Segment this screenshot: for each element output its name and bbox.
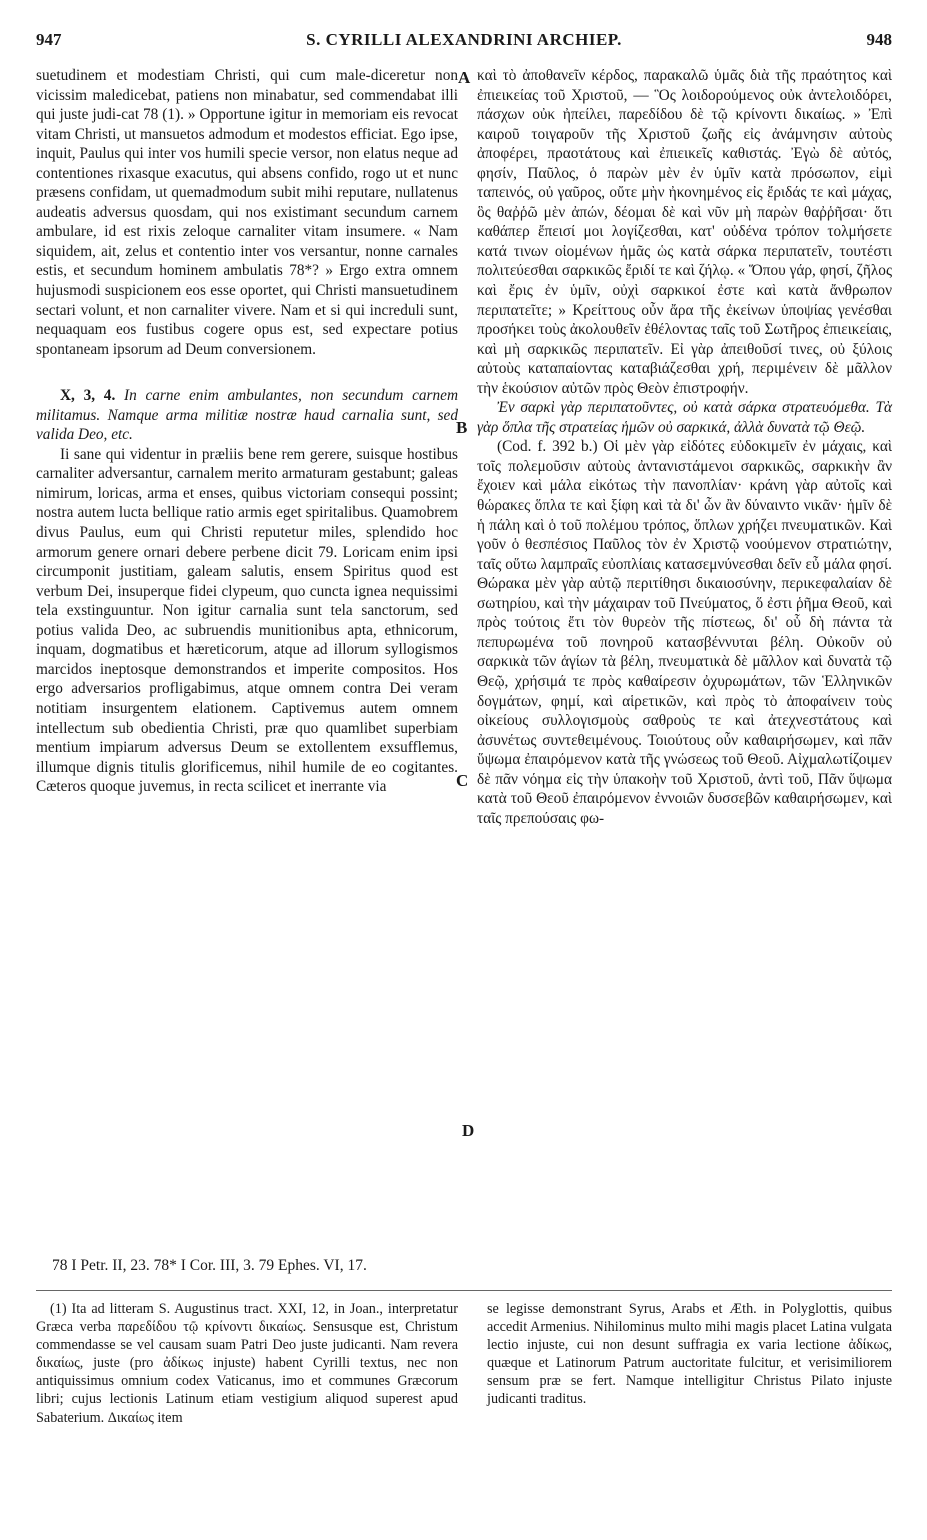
running-title: S. CYRILLI ALEXANDRINI ARCHIEP. [306, 30, 622, 49]
latin-paragraph-1: suetudinem et modestiam Christi, qui cum male-diceretur non vicissim maledicebat, patiens non minabatur, sed commendabat illi qui juste judi-cat 78 (1). » Opportune igitur in memoriam eis revocat vitam Christi, ut mansuetos admodum et modestos efficiat. Ego ipse, inquit, Paulus qui inter vos humili specie versor, non elatus neque ad contentiones rixasque exacutus, qui absens confido, rogo ut et nunc præsens confidam, ut quemadmodum subit mihi reputare, nullatenus audeatis adversus quosdam, qui nos existimant secundum carnem ambulare, id est rixis zeloque carnaliter vitam insumere. « Nam siquidem, ait, zelus et contentio inter vos versantur, nonne carnales estis, et secundum hominem ambulatis 78*? » Ergo extra omnem hujusmodi suspicionem eos esse oportet, qui Christi mansuetudinem sectari volunt, et non carnaliter vivere. Nam et si qui increduli sunt, nequaquam eos fustibus cogere opus est, sed expectare potius spontaneam ipsorum ad Deum conversionem. [36, 67, 458, 358]
page-number-left: 947 [36, 30, 62, 49]
margin-marker-a: A [458, 68, 471, 87]
footnote-divider [36, 1290, 892, 1291]
page-number-right: 948 [866, 30, 892, 49]
footnote-1-text: (1) Ita ad litteram S. Augustinus tract. XXI, 12, in Joan., interpretatur Græca verba παρεδίδου τῷ κρίνοντι δικαίως. Sensusque est, Christum commendasse se vel causam suam Patri Deo juste judicanti. Nam revera δικαίως, juste (pro ἀδίκως injuste) habent Cyrilli textus, nec non antiquissimus omnium codex Vaticanus, imo et communes Græcorum libri; cujus lectionis Latinum etiam vestigium aliquod superest apud Sabaterium. Δικαίως item [36, 1301, 458, 1426]
latin-verse-heading [36, 386, 458, 445]
running-header [36, 30, 892, 56]
latin-column [36, 66, 458, 797]
latin-verse-text: In carne enim ambulantes, non secundum carnem militamus. Namque arma militiæ nostræ haud carnalia sunt, sed valida Deo, etc. [36, 387, 458, 444]
greek-column [477, 66, 892, 828]
margin-marker-b: B [456, 418, 468, 437]
greek-paragraph-2 [477, 437, 892, 828]
greek-paragraph-2-text: Οἱ μὲν γὰρ εἰδότες εὐδοκιμεῖν ἐν μάχαις, καὶ τοῖς πολεμοῦσιν αὐτοὺς ἀντανιστάμενοι σαρκικῶς, σαρκικὴν ἂν ἔχοιεν καὶ μάλα εἰκότως τὴν πανοπλίαν· κράνη γὰρ αὐτοῖς καὶ θώρακες ὅπλα τε καὶ ξίφη καὶ τὰ δι' ὧν ἂν δύναιντο νικᾶν· ἡμῖν δὲ ἡ πάλη καὶ ὁ τοῦ πολέμου τρόπος, ὅπλων χρήζει πνευματικῶν. Καὶ γοῦν ὁ θεσπέσιος Παῦλος τὸν ἐν Χριστῷ νοούμενον στρατιώτην, ταῖς οὕτω λαμπραῖς εὐοπλίαις κατασεμνύνεσθαι δεῖν εὖ μάλα φησί. Θώρακα μὲν γὰρ αὐτῷ περιτίθησι δικαιοσύνην, περικεφαλαίαν δὲ σωτηρίου, καὶ τὴν μάχαιραν τοῦ Πνεύματος, ὅ ἐστι ῥῆμα Θεοῦ, καὶ πρὸς τούτοις ἔτι τὸν θυρεὸν τῆς πίστεως, δι' οὗ δὴ πάντα τὰ πεπυρωμένα τοῦ πονηροῦ κατασβέννυται βέλη. Οὐκοῦν οὐ σαρκικὰ τῶν ἁγίων τὰ βέλη, πνευματικὰ δὲ μᾶλλον καὶ δυνατὰ τῷ Θεῷ, χρήσιμά τε πρὸς καθαίρεσιν ὀχυρωμάτων, τῶν Ἑλληνικῶν δογμάτων, φημί, καὶ αἱρετικῶν, καὶ πρὸς τὸ ἀποφαίνειν τοὺς οἰκείους συλλογισμοὺς σαθροὺς τε καὶ ἀτεχνεστάτους καὶ ἀσυνέτως συντεθειμένους. Τοιούτους οὖν καθαιρήσωμεν, καὶ πᾶν ὕψωμα ἐπαιρόμενον κατὰ τῆς γνώσεως τοῦ Θεοῦ. Αἰχμαλωτίζοιμεν δὲ πᾶν νόημα εἰς τὴν ὑπακοὴν τοῦ Χριστοῦ, ἀντὶ τοῦ, Πᾶν ὕψωμα κατὰ τοῦ Θεοῦ ἐπαιρόμενον ἐννοιῶν δυσσεβῶν καθαιρήσωμεν, καὶ ταῖς πρεπούσαις φω- [477, 438, 892, 827]
margin-marker-d: D [462, 1121, 475, 1140]
codex-reference: (Cod. f. 392 b.) [497, 438, 598, 456]
footnote-right-column [487, 1300, 892, 1409]
footnote-left-column [36, 1300, 458, 1427]
latin-verse-reference: X, 3, 4. [60, 387, 116, 405]
greek-verse-text: Ἐν σαρκὶ γὰρ περιπατοῦντες, οὐ κατὰ σάρκα στρατευόμεθα. Τὰ γὰρ ὅπλα τῆς στρατείας ἡμῶν οὐ σαρκικά, ἀλλὰ δυνατὰ τῷ Θεῷ. [477, 399, 892, 436]
footnote-1-continuation: se legisse demonstrant Syrus, Arabs et Æth. in Polyglottis, quibus accedit Armenius. Nihilominus multo mihi magis placet Latina vulgata lectio injuste, cui non desunt suffragia ex varia lectione ἀδίκως, quæque et Latinorum Patrum auctoritate fulcitur, et verisimiliorem sensum præ se fert. Namque intelligitur Christus Pilato injuste judicanti traditus. [487, 1301, 892, 1408]
scripture-references: 78 I Petr. II, 23. 78* I Cor. III, 3. 79 Ephes. VI, 17. [52, 1257, 367, 1274]
greek-paragraph-1: καὶ τὸ ἀποθανεῖν κέρδος, παρακαλῶ ὑμᾶς διὰ τῆς πραότητος καὶ ἐπιεικείας τοῦ Χριστοῦ, — Ὃς λοιδορούμενος οὐκ ἀντελοιδόρει, πάσχων οὐκ ἠπείλει, παρεδίδου δὲ τῷ κρίνοντι δικαίως. » Ἐπὶ καιροῦ τοιγαροῦν τῆς Χριστοῦ ζωῆς εἰς ἀνάμνησιν αὐτοὺς ἀποφέρει, πραοτάτους καὶ ἐπιεικεῖς καθιστάς. Ἐγὼ δὲ αὐτός, φησίν, Παῦλος, ὁ παρὼν μὲν ἐν ὑμῖν κατὰ πρόσωπον, εἰμὶ ταπεινός, οὐ γαῦρος, οὔτε μὴν ἠκονημένος εἰς ἔριδάς τε καὶ μάχας, ὃς θαῤῥῶ μὲν ἀπών, δέομαι δὲ καὶ νῦν μὴ παρὼν θαῤῥῆσαι· ὅτι καθάπερ ἔπεισί μοι λογίζεσθαι, κατ' οὐδένα τρόπον τολμήσετε κατά τινων οἰομένων ἡμᾶς ὡς κατὰ σάρκα περιπατεῖν, τουτέστι πολιτεύεσθαι σαρκικῶς ἔριδί τε καὶ ζήλῳ. « Ὅπου γάρ, φησί, ζῆλος καὶ ἔρις ἐν ὑμῖν, οὐχὶ σαρκικοί ἐστε καὶ κατὰ ἄνθρωπον περιπατεῖτε; » Κρείττους οὖν ἄρα τῆς ἐκείνων ὑποψίας γενέσθαι προσήκει τοὺς ἀκολουθεῖν ἐθέλοντας ταῖς τοῦ Σωτῆρος ἐπιεικείαις, καὶ μὴ σαρκικῶς περιπατεῖν. Εἰ γὰρ ἀπειθοῦσί τινες, οὐ ξύλοις αὐτοὺς καταπαίοντας καταβιάζεσθαι χρή, περιμένειν δὲ μᾶλλον τὴν ἑκούσιον αὐτῶν πρὸς Θεὸν ἐπιστροφήν. [477, 67, 892, 397]
margin-marker-c: C [456, 771, 469, 790]
latin-paragraph-2: Ii sane qui videntur in præliis bene rem gerere, suisque hostibus carnaliter adversantur, carnalem merito armaturam gestabunt; galeas nimirum, loricas, arma et enses, quibus victoriam consequi possint; nostra autem lucta bellique ratio armis eget spiritalibus. Quamobrem divus Paulus, eum qui Christi reputetur miles, splendido hoc armorum genere ornari debere perbene dicit 79. Loricam enim ipsi circumponit justitiam, galeam salutis, ensem Spiritus quod est verbum Dei, insuperque fidei clypeum, quo cuncta ignea nequissimi tela exstinguuntur. Non igitur carnalia sunt tela sanctorum, sed potius valida Deo, ac subruendis munitionibus apta, ethnicorum, inquam, dogmatibus et hæreticorum, atque ad illorum syllogismos marcidos ineptosque demonstrandos et imperite compositos. Hos ergo adversarios profligabimus, atque omnem contra Dei veram notitiam insurgentem elationem. Captivemus autem omnem intellectum sub obedientia Christi, præ quo quamlibet superbiam mentium impiarum adversus Deum se extollentem exsufflemus, illumque dignis titulis glorificemus, nihil humile de eo cogitantes. Cæteros quoque juvemus, in recta scilicet et inerrante via [36, 445, 458, 796]
